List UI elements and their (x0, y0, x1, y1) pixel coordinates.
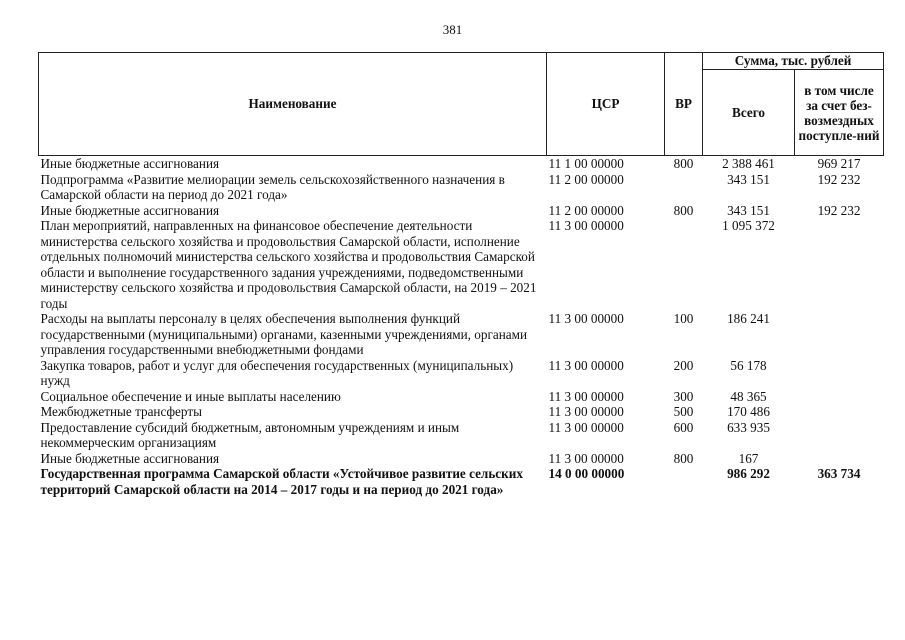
row-csr: 11 3 00 00000 (548, 404, 624, 419)
header-sum: Сумма, тыс. рублей (703, 53, 884, 70)
row-free-receipts (795, 420, 884, 451)
row-vr: 200 (673, 357, 694, 373)
row-csr: 11 3 00 00000 (548, 218, 624, 233)
row-vr: 600 (673, 419, 694, 435)
page-number: 381 (442, 22, 463, 37)
header-total: Всего (703, 70, 795, 156)
row-free-receipts: 192 232 (817, 202, 861, 218)
row-vr: 800 (673, 156, 694, 171)
header-vr: ВР (665, 53, 703, 156)
row-total: 167 (738, 450, 759, 466)
row-csr: 11 3 00 00000 (548, 388, 624, 404)
row-name: Предоставление субсидий бюджетным, автономным учреждениям и иным некоммерческим организациям (40, 419, 460, 450)
row-csr: 11 3 00 00000 (548, 450, 624, 466)
table-row (39, 466, 884, 497)
row-name: Государственная программа Самарской области «Устойчивое развитие сельских территорий Самарской области на 2014 – 2017 годы и на период до 2021 года» (40, 466, 523, 497)
row-name: Иные бюджетные ассигнования (40, 202, 220, 218)
row-csr: 11 3 00 00000 (548, 419, 624, 435)
table-row (39, 420, 884, 451)
row-name: Расходы на выплаты персоналу в целях обеспечения выполнения функций государственными (муниципальными) органами, казенными учреждениями, органами управления государственными внебюджетными фондами (40, 311, 528, 357)
table-row (39, 404, 884, 420)
row-name: Подпрограмма «Развитие мелиорации земель сельскохозяйственного назначения в Самарской области на период до 2021 года» (40, 171, 505, 202)
row-total: 48 365 (730, 388, 767, 404)
row-csr: 11 2 00 00000 (548, 171, 624, 187)
row-name: Социальное обеспечение и иные выплаты населению (40, 388, 341, 404)
row-total: 1 095 372 (722, 218, 775, 233)
table-row (39, 203, 884, 219)
row-csr: 11 3 00 00000 (548, 357, 624, 373)
row-free-receipts: 192 232 (817, 171, 861, 187)
row-free-receipts (795, 451, 884, 467)
row-total: 986 292 (727, 466, 770, 481)
row-free-receipts (795, 218, 884, 311)
row-free-receipts (795, 358, 884, 389)
table-header (39, 53, 884, 156)
table-row (39, 172, 884, 203)
row-total: 343 151 (727, 202, 770, 218)
row-vr: 800 (673, 202, 694, 218)
table-row (39, 218, 884, 311)
header-name: Наименование (39, 53, 547, 156)
row-vr (665, 218, 703, 311)
table-row (39, 451, 884, 467)
row-name: Закупка товаров, работ и услуг для обеспечения государственных (муниципальных) нужд (40, 357, 514, 388)
row-free-receipts (795, 404, 884, 420)
row-csr: 11 3 00 00000 (548, 311, 624, 326)
budget-table (38, 52, 884, 497)
table-row (39, 389, 884, 405)
table-row (39, 156, 884, 172)
row-total: 633 935 (727, 419, 770, 435)
table-row (39, 358, 884, 389)
row-total: 56 178 (730, 357, 767, 373)
row-name: Иные бюджетные ассигнования (40, 450, 220, 466)
header-csr: ЦСР (547, 53, 665, 156)
table-row (39, 311, 884, 358)
row-name: План мероприятий, направленных на финансовое обеспечение деятельности министерства сельского хозяйства и продовольствия Самарской области, исполнение отдельных полномочий министерства сельского хозяйства и продовольствия Самарской области и выполнение государственного задания учреждениями, подведомственными министерству сельского хозяйства и продовольствия Самарской области, на 2019 – 2021 годы (40, 218, 537, 311)
row-vr (665, 172, 703, 203)
row-free-receipts: 969 217 (817, 156, 861, 171)
row-vr (665, 466, 703, 497)
row-csr: 11 1 00 00000 (548, 156, 624, 171)
row-free-receipts (795, 389, 884, 405)
row-vr: 800 (673, 450, 694, 466)
row-vr: 100 (673, 311, 694, 326)
row-csr: 14 0 00 00000 (548, 466, 625, 481)
row-name: Межбюджетные трансферты (40, 404, 202, 419)
row-free-receipts: 363 734 (817, 466, 861, 481)
row-vr: 300 (673, 388, 694, 404)
row-total: 170 486 (727, 404, 770, 419)
header-free-receipts: в том числе за счет без-возмездных поступле-ний (795, 70, 884, 156)
row-vr: 500 (673, 404, 694, 419)
row-free-receipts (795, 311, 884, 358)
row-total: 2 388 461 (722, 156, 775, 171)
row-csr: 11 2 00 00000 (548, 202, 624, 218)
row-total: 186 241 (727, 311, 770, 326)
table-body (39, 156, 884, 498)
budget-table-container (38, 52, 883, 497)
row-name: Иные бюджетные ассигнования (40, 156, 220, 171)
row-total: 343 151 (727, 171, 770, 187)
